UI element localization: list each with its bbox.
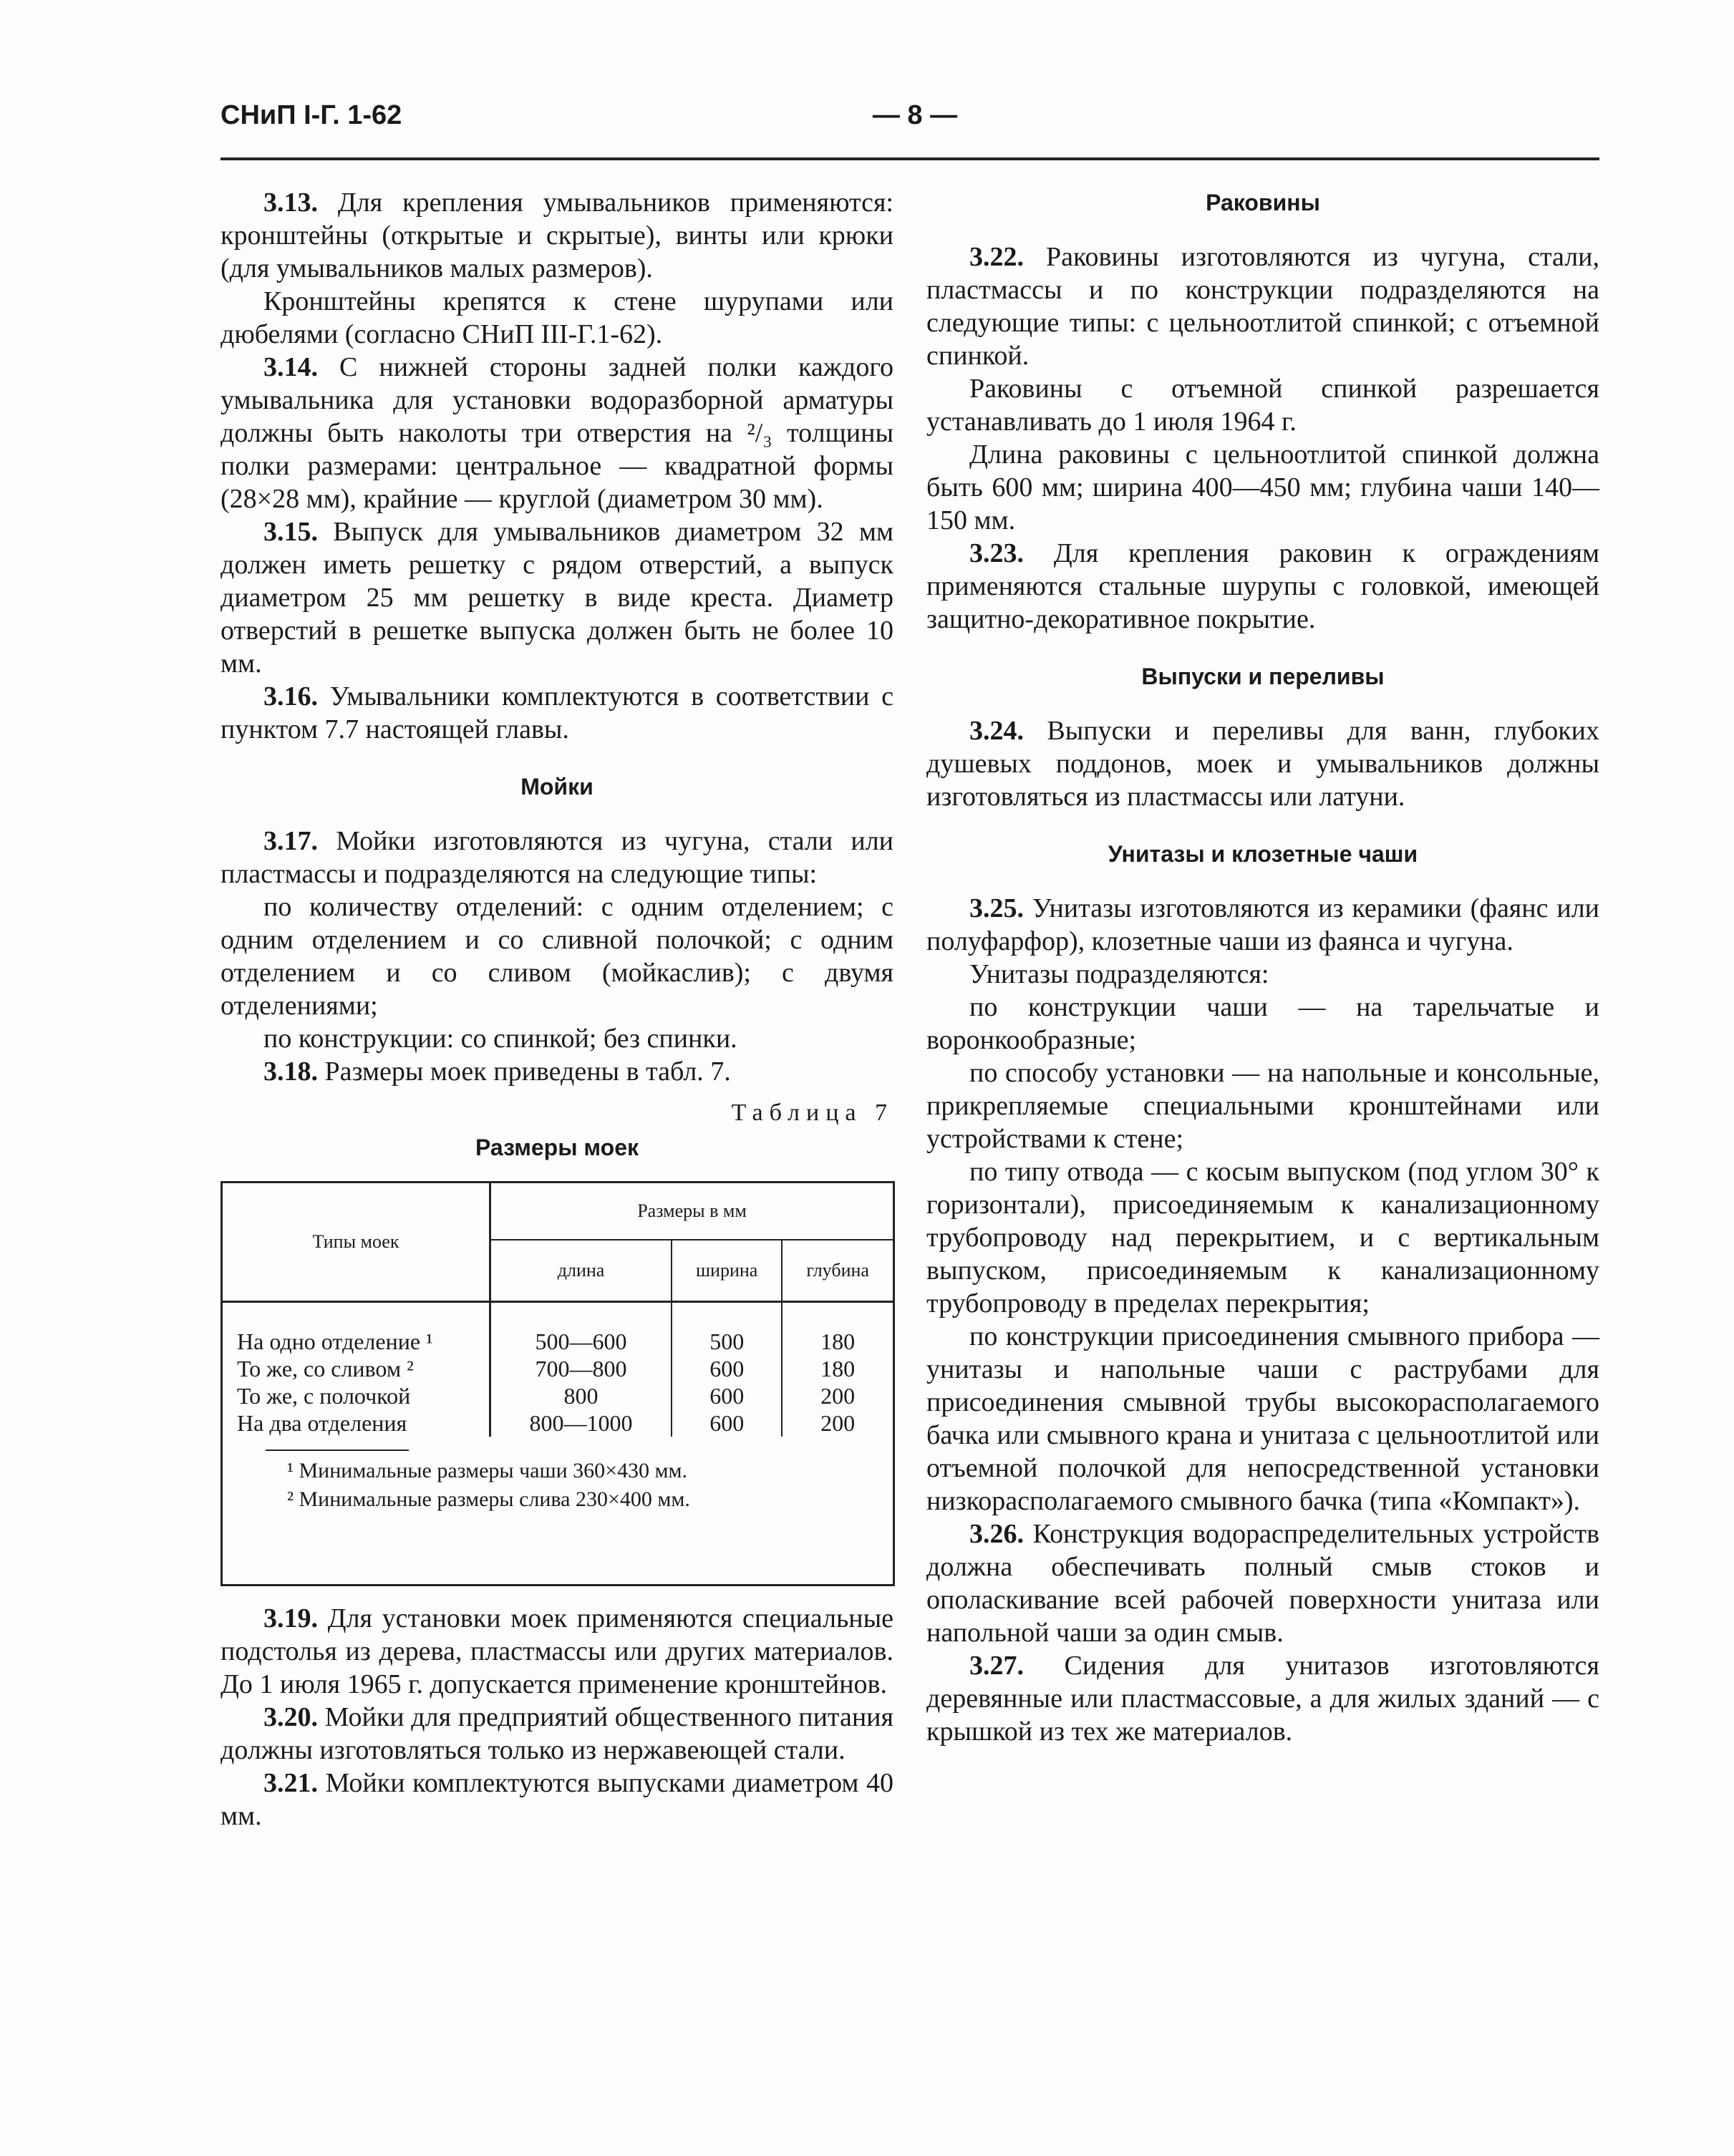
table-footnotes <box>223 1457 893 1514</box>
cell-width: 600 <box>672 1409 782 1437</box>
paragraph-3-25-d: по типу отвода — с косым выпуском (под углом 30° к горизонтали), присоединяемым к канализационному трубопроводу над перекрытием, и с вертикальным выпуском, присоединяемым к канализационному трубопроводу в пределах перекрытия; <box>926 1157 1599 1319</box>
cell-type: То же, с полочкой <box>223 1382 490 1409</box>
clause-text: Умывальники комплектуются в соответствии с пунктом 7.7 настоящей главы. <box>221 681 894 744</box>
paragraph-3-23 <box>926 537 1599 636</box>
clause-text: Мойки для предприятий общественного питания должны изготовляться только из нержавеющей стали. <box>221 1702 893 1765</box>
clause-text: Для крепления раковин к ограждениям применяются стальные шурупы с головкой, имеющей защитно-декоративное покрытие. <box>926 538 1600 634</box>
paragraph-3-27 <box>926 1649 1599 1748</box>
paragraph-3-25-e: по конструкции присоединения смывного прибора — унитазы и напольные чаши с раструбами для присоединения смывной трубы высокорасполагаемого бачка или смывного крана и унитаза с цельноотлитой или отъемной полочкой для непосредственной установки низкорасполагаемого смывного бачка (типа «Компакт»). <box>926 1321 1599 1516</box>
page-number: — 8 — <box>872 100 958 130</box>
clause-text: Для крепления умывальников применяются: кронштейны (открытые и скрытые), винты или крюки (для умывальников малых размеров). <box>221 188 893 283</box>
clause-text: Для установки моек применяются специальные подстолья из дерева, пластмассы или других материалов. До 1 июля 1965 г. допускается применение кронштейнов. <box>221 1603 894 1699</box>
footnote-2: ² Минимальные размеры слива 230×400 мм. <box>287 1487 690 1511</box>
paragraph-3-13-b: Кронштейны крепятся к стене шурупами или дюбелями (согласно СНиП III-Г.1-62). <box>221 286 893 349</box>
clause-number: 3.15. <box>263 517 318 547</box>
paragraph-3-25 <box>926 892 1599 958</box>
paragraph-3-15 <box>221 515 893 680</box>
cell-type: То же, со сливом ² <box>223 1355 490 1382</box>
sizes-table <box>223 1183 893 1437</box>
clause-text: Конструкция водораспределительных устройств должна обеспечивать полный смыв стоков и ополаскивание всей рабочей поверхности унитаза или напольной чаши за один смыв. <box>926 1519 1600 1648</box>
header-depth: глубина <box>782 1240 893 1302</box>
clause-number: 3.14. <box>263 352 318 382</box>
cell-length: 800—1000 <box>490 1409 672 1437</box>
cell-length: 800 <box>490 1382 672 1409</box>
clause-text: Размеры моек приведены в табл. 7. <box>324 1057 731 1087</box>
table-label: Таблица 7 <box>731 1099 893 1126</box>
cell-depth: 200 <box>820 1382 856 1409</box>
paragraph-3-19 <box>221 1602 893 1701</box>
cell-depth: 180 <box>820 1328 856 1354</box>
table-row <box>223 1328 893 1355</box>
footnote-1: ¹ Минимальные размеры чаши 360×430 мм. <box>287 1458 688 1482</box>
clause-text: С нижней стороны задней полки каждого умывальника для установки водоразборной арматуры должны быть наколоты три отверстия на ²/₃ толщины полки размерами: центральное — квадратной формы (28×28 мм), крайние — круглой (диаметром 30 мм). <box>221 352 894 514</box>
clause-number: 3.26. <box>969 1519 1024 1549</box>
header-length: длина <box>490 1240 672 1302</box>
sizes-table-box <box>221 1181 895 1586</box>
clause-number: 3.22. <box>969 242 1024 272</box>
footnote-divider <box>266 1450 409 1451</box>
paragraph-3-20 <box>221 1701 893 1767</box>
paragraph-3-16 <box>221 680 893 746</box>
paragraph-3-22 <box>926 241 1599 372</box>
paragraph-3-13 <box>221 186 893 285</box>
clause-number: 3.25. <box>969 893 1024 923</box>
clause-number: 3.27. <box>969 1651 1024 1681</box>
clause-number: 3.17. <box>263 826 318 856</box>
table-row <box>223 1382 893 1409</box>
clause-number: 3.21. <box>263 1768 318 1798</box>
right-column <box>926 186 1599 1748</box>
clause-text: Сидения для унитазов изготовляются деревянные или пластмассовые, а для жилых зданий — с крышкой из тех же материалов. <box>926 1651 1599 1747</box>
table-title: Размеры моек <box>475 1135 639 1160</box>
paragraph-3-26 <box>926 1518 1599 1649</box>
table-row <box>223 1355 893 1382</box>
clause-text: Раковины изготовляются из чугуна, стали, пластмассы и по конструкции подразделяются на следующие типы: с цельноотлитой спинкой; с отъемной спинкой. <box>926 242 1600 371</box>
clause-number: 3.24. <box>969 716 1024 746</box>
paragraph-3-14 <box>221 351 893 515</box>
header-width: ширина <box>672 1240 782 1302</box>
header-size-group: Размеры в мм <box>490 1183 893 1240</box>
section-title-moiki: Мойки <box>520 774 594 800</box>
section-title-rakoviny: Раковины <box>1206 190 1320 215</box>
cell-type: На одно отделение ¹ <box>223 1328 490 1355</box>
header-type: Типы моек <box>223 1183 490 1302</box>
cell-depth: 200 <box>820 1409 856 1436</box>
cell-width: 500 <box>672 1328 782 1355</box>
cell-depth: 180 <box>820 1355 856 1382</box>
paragraph-3-17-a: по количеству отделений: с одним отделением; с одним отделением и со сливной полочкой; с одним отделением и со сливом (мойкаслив); с двумя отделениями; <box>221 892 893 1021</box>
clause-text: Выпуски и переливы для ванн, глубоких душевых поддонов, моек и умывальников должны изготовляться из пластмассы или латуни. <box>926 716 1599 812</box>
cell-length: 500—600 <box>490 1328 672 1355</box>
paragraph-3-25-b: по конструкции чаши — на тарельчатые и воронкообразные; <box>926 992 1599 1055</box>
section-title-vypuski: Выпуски и переливы <box>1141 664 1385 689</box>
paragraph-3-25-c: по способу установки — на напольные и консольные, прикрепляемые специальными кронштейнами или устройствами к стене; <box>926 1058 1599 1154</box>
left-column <box>221 186 893 1832</box>
paragraph-3-17-b: по конструкции: со спинкой; без спинки. <box>263 1024 737 1054</box>
paragraph-3-18 <box>221 1055 893 1088</box>
clause-number: 3.19. <box>263 1603 318 1633</box>
paragraph-3-22-c: Длина раковины с цельноотлитой спинкой должна быть 600 мм; ширина 400—450 мм; глубина чаши 140—150 мм. <box>926 440 1599 535</box>
clause-text: Мойки изготовляются из чугуна, стали или пластмассы и подразделяются на следующие типы: <box>221 826 894 889</box>
clause-number: 3.18. <box>263 1057 318 1087</box>
clause-text: Мойки комплектуются выпусками диаметром 40 мм. <box>221 1768 893 1831</box>
page-header <box>221 100 1599 160</box>
document-code: СНиП I-Г. 1-62 <box>221 100 402 130</box>
section-title-unitazy: Унитазы и клозетные чаши <box>1108 841 1418 867</box>
cell-type: На два отделения <box>223 1409 490 1437</box>
paragraph-3-21 <box>221 1767 893 1832</box>
paragraph-3-22-b: Раковины с отъемной спинкой разрешается устанавливать до 1 июля 1964 г. <box>926 374 1599 437</box>
paragraph-3-17 <box>221 825 893 890</box>
cell-length: 700—800 <box>490 1355 672 1382</box>
clause-number: 3.20. <box>263 1702 318 1732</box>
cell-width: 600 <box>672 1355 782 1382</box>
cell-width: 600 <box>672 1382 782 1409</box>
clause-number: 3.16. <box>263 681 318 712</box>
clause-text: Унитазы изготовляются из керамики (фаянс или полуфарфор), клозетные чаши из фаянса и чугуна. <box>926 893 1600 956</box>
clause-number: 3.23. <box>969 538 1024 568</box>
paragraph-3-25-a: Унитазы подразделяются: <box>969 959 1269 989</box>
clause-number: 3.13. <box>263 188 318 218</box>
table-row <box>223 1409 893 1437</box>
clause-text: Выпуск для умывальников диаметром 32 мм должен иметь решетку с рядом отверстий, а выпуск диаметром 25 мм решетку в виде креста. Диаметр отверстий в решетке выпуска должен быть не более 10 мм. <box>221 517 893 679</box>
paragraph-3-24 <box>926 714 1599 813</box>
